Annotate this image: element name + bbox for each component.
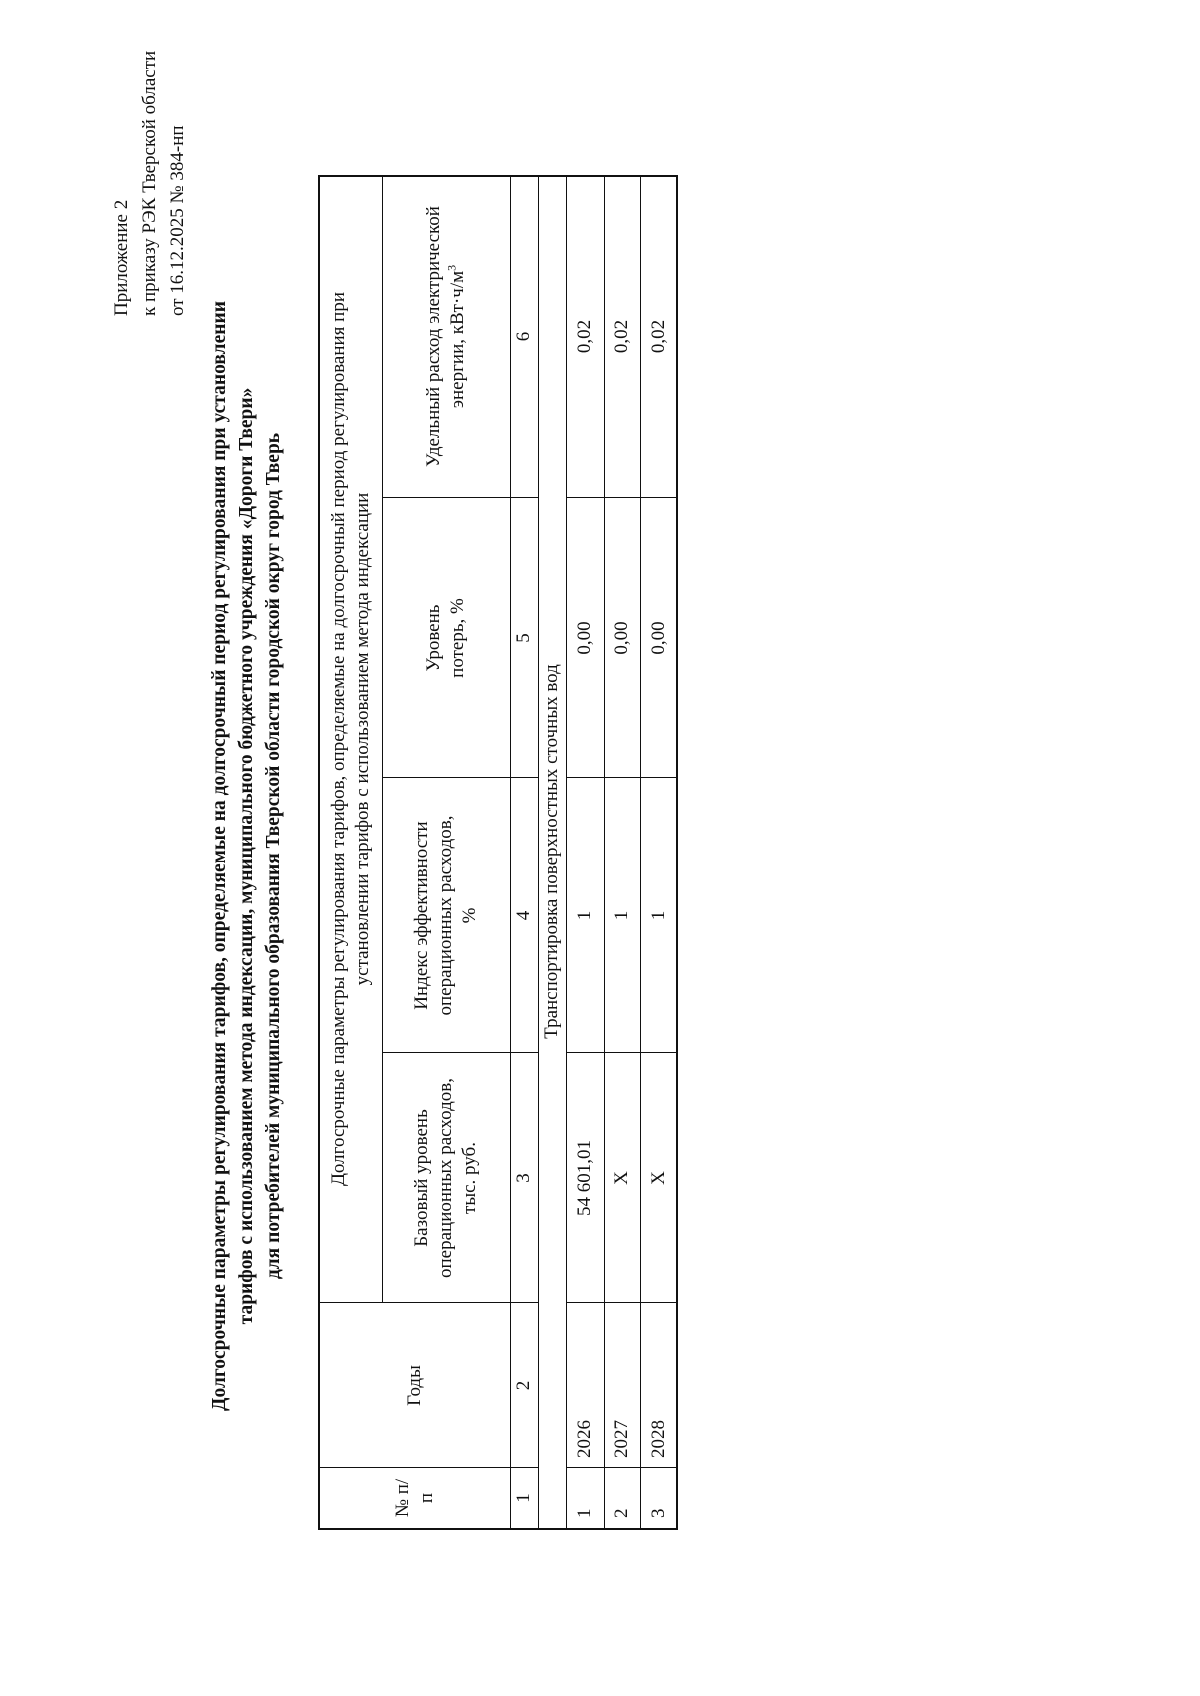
row-efficiency-index: 1 bbox=[574, 910, 595, 921]
header-energy-consumption bbox=[382, 175, 510, 498]
row-loss-level: 0,00 bbox=[648, 621, 669, 655]
document-title bbox=[206, 176, 287, 1536]
row-base-level: X bbox=[611, 1171, 632, 1185]
column-number: 6 bbox=[513, 331, 534, 342]
title-line-3: для потребителей муниципального образования Тверской области городской округ город Тверь bbox=[263, 432, 284, 1280]
column-number: 1 bbox=[513, 1493, 534, 1503]
appendix-line-1: Приложение 2 bbox=[111, 199, 132, 316]
row-energy-consumption: 0,02 bbox=[648, 319, 669, 354]
row-num: 2 bbox=[611, 1508, 632, 1518]
row-efficiency-index: 1 bbox=[648, 910, 669, 921]
header-years: Годы bbox=[404, 1365, 425, 1406]
row-energy-consumption: 0,02 bbox=[574, 319, 595, 354]
appendix-line-2: к приказу РЭК Тверской области bbox=[139, 50, 160, 316]
column-number: 5 bbox=[513, 633, 534, 643]
appendix-line-3: от 16.12.2025 № 384-нп bbox=[167, 125, 188, 316]
row-num: 3 bbox=[648, 1508, 669, 1518]
row-year: 2028 bbox=[648, 1420, 669, 1458]
parameters-table bbox=[318, 175, 678, 1530]
header-base-level: Базовый уровень операционных расходов, тыс. руб. bbox=[411, 1078, 480, 1278]
row-num: 1 bbox=[574, 1508, 595, 1518]
row-energy-consumption: 0,02 bbox=[611, 319, 632, 354]
column-number: 3 bbox=[513, 1173, 534, 1183]
appendix-block bbox=[108, 16, 192, 316]
row-base-level: X bbox=[648, 1171, 669, 1185]
section-title: Транспортировка поверхностных сточных вод bbox=[541, 664, 562, 1039]
row-loss-level: 0,00 bbox=[574, 621, 595, 655]
header-num: № п/п bbox=[392, 1478, 437, 1518]
header-group: Долгосрочные параметры регулирования тарифов, определяемые на долгосрочный период регулирования при установлении тарифов с использованием метода индексации bbox=[328, 291, 373, 1187]
row-loss-level: 0,00 bbox=[611, 621, 632, 655]
title-line-2: тарифов с использованием метода индексации, муниципального бюджетного учреждения «Дороги Твери» bbox=[236, 387, 257, 1325]
row-year: 2026 bbox=[574, 1420, 595, 1458]
column-number: 4 bbox=[513, 910, 534, 921]
header-efficiency-index: Индекс эффективности операционных расходов, % bbox=[411, 815, 480, 1016]
header-energy-text: Удельный расход электрической энергии, кВт·ч/м bbox=[423, 206, 468, 467]
title-line-1: Долгосрочные параметры регулирования тарифов, определяемые на долгосрочный период регулирования при установлении bbox=[209, 301, 230, 1411]
row-efficiency-index: 1 bbox=[611, 910, 632, 921]
row-base-level: 54 601,01 bbox=[574, 1140, 595, 1216]
header-energy-unit-sup: 3 bbox=[444, 264, 459, 271]
header-loss-level: Уровень потерь, % bbox=[423, 598, 468, 678]
row-year: 2027 bbox=[611, 1420, 632, 1458]
column-number: 2 bbox=[513, 1380, 534, 1391]
